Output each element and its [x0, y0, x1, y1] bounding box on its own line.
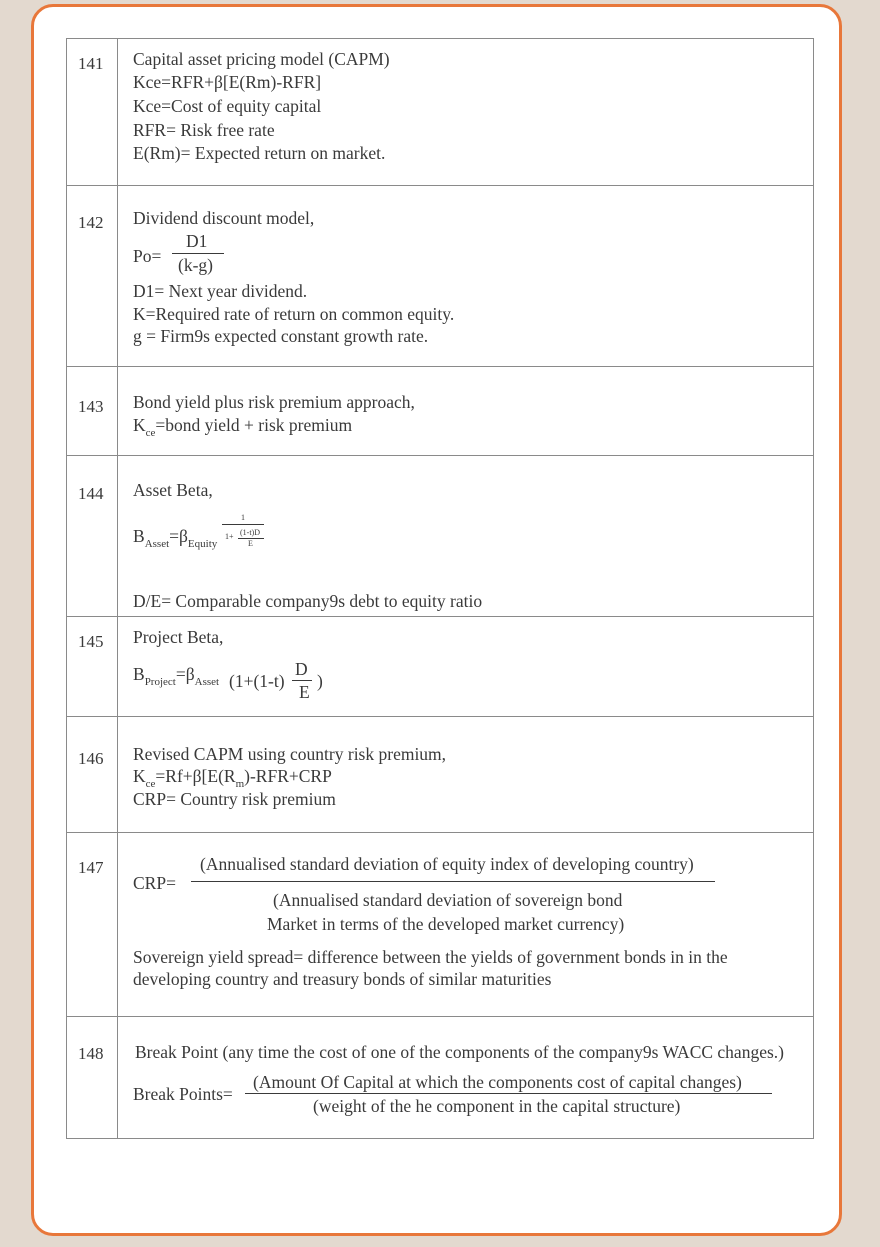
row-number: 148 — [78, 1044, 104, 1063]
formula-title: Dividend discount model, — [133, 208, 315, 228]
formula-note: developing country and treasury bonds of similar maturities — [133, 969, 552, 989]
row-divider — [66, 455, 814, 456]
fraction-numerator: D — [295, 659, 308, 679]
fraction-numerator: D1 — [186, 231, 208, 251]
formula-line: $B_{Asset}=\beta_{Equity}$ — [133, 526, 218, 550]
formula-title: Revised CAPM using country risk premium, — [133, 744, 447, 764]
fraction-denominator: E — [248, 539, 253, 548]
row-number: 147 — [78, 858, 104, 877]
fraction-numerator: (1-t)D — [240, 528, 260, 537]
formula-line: Kce=RFR+β[E(Rm)-RFR] — [133, 72, 322, 92]
row-divider — [66, 716, 814, 717]
fraction-denominator: (k-g) — [178, 255, 213, 275]
fraction-denominator: E — [299, 682, 310, 702]
row-divider — [66, 616, 814, 617]
fraction-bar — [222, 524, 264, 525]
fraction-denominator: (Annualised standard deviation of sovereign bond — [273, 890, 623, 910]
formula-title: Break Point (any time the cost of one of the components of the company9s WACC changes.) — [135, 1042, 784, 1062]
formula-note: Sovereign yield spread= difference between the yields of government bonds in in the — [133, 947, 728, 967]
fraction-numerator: (Amount Of Capital at which the components cost of capital changes) — [253, 1072, 742, 1092]
fraction-bar — [191, 881, 715, 882]
formula-title: Bond yield plus risk premium approach, — [133, 392, 415, 412]
row-divider — [66, 832, 814, 833]
row-number: 144 — [78, 484, 104, 503]
formula-title: Asset Beta, — [133, 480, 213, 500]
fraction-numerator: (Annualised standard deviation of equity index of developing country) — [200, 854, 694, 874]
formula-term: ) — [317, 671, 323, 691]
formula-line: Kce=Cost of equity capital — [133, 96, 322, 116]
formula-title: Project Beta, — [133, 627, 224, 647]
row-divider — [66, 185, 814, 186]
formula-title: Capital asset pricing model (CAPM) — [133, 49, 390, 69]
column-divider — [117, 38, 118, 1139]
fraction-denominator: (weight of the he component in the capital structure) — [313, 1096, 681, 1116]
fraction-numerator: 1 — [241, 513, 245, 522]
formula-lhs: Break Points= — [133, 1084, 233, 1104]
formula-line: RFR= Risk free rate — [133, 120, 275, 140]
formula-line: E(Rm)= Expected return on market. — [133, 143, 386, 163]
row-number: 143 — [78, 397, 104, 416]
row-number: 146 — [78, 749, 104, 768]
fraction-bar — [172, 253, 224, 254]
formula-lhs: CRP= — [133, 873, 176, 893]
row-divider — [66, 366, 814, 367]
row-number: 141 — [78, 54, 104, 73]
formula-lhs: Po= — [133, 246, 162, 266]
formula-line: $B_{Project}=\beta_{Asset}$ — [133, 664, 220, 688]
formula-line: CRP= Country risk premium — [133, 789, 336, 809]
formula-line: g = Firm9s expected constant growth rate. — [133, 326, 429, 346]
fraction-bar — [245, 1093, 772, 1094]
fraction-denominator: Market in terms of the developed market currency) — [267, 914, 625, 934]
row-number: 145 — [78, 632, 104, 651]
formula-line: K=Required rate of return on common equity. — [133, 304, 455, 324]
formula-line: $K_{ce}=bond$ yield + risk premium — [133, 415, 353, 439]
fraction-bar — [292, 680, 312, 681]
fraction-term: 1+ — [225, 532, 234, 541]
row-divider — [66, 1016, 814, 1017]
formula-line: $K_{ce}=Rf+\beta[E(R_m)-RFR+CRP$ — [133, 766, 332, 790]
formula-note: D/E= Comparable company9s debt to equity ratio — [133, 591, 483, 611]
formula-term: (1+(1-t) — [229, 671, 285, 691]
formula-line: D1= Next year dividend. — [133, 281, 308, 301]
row-number: 142 — [78, 213, 104, 232]
